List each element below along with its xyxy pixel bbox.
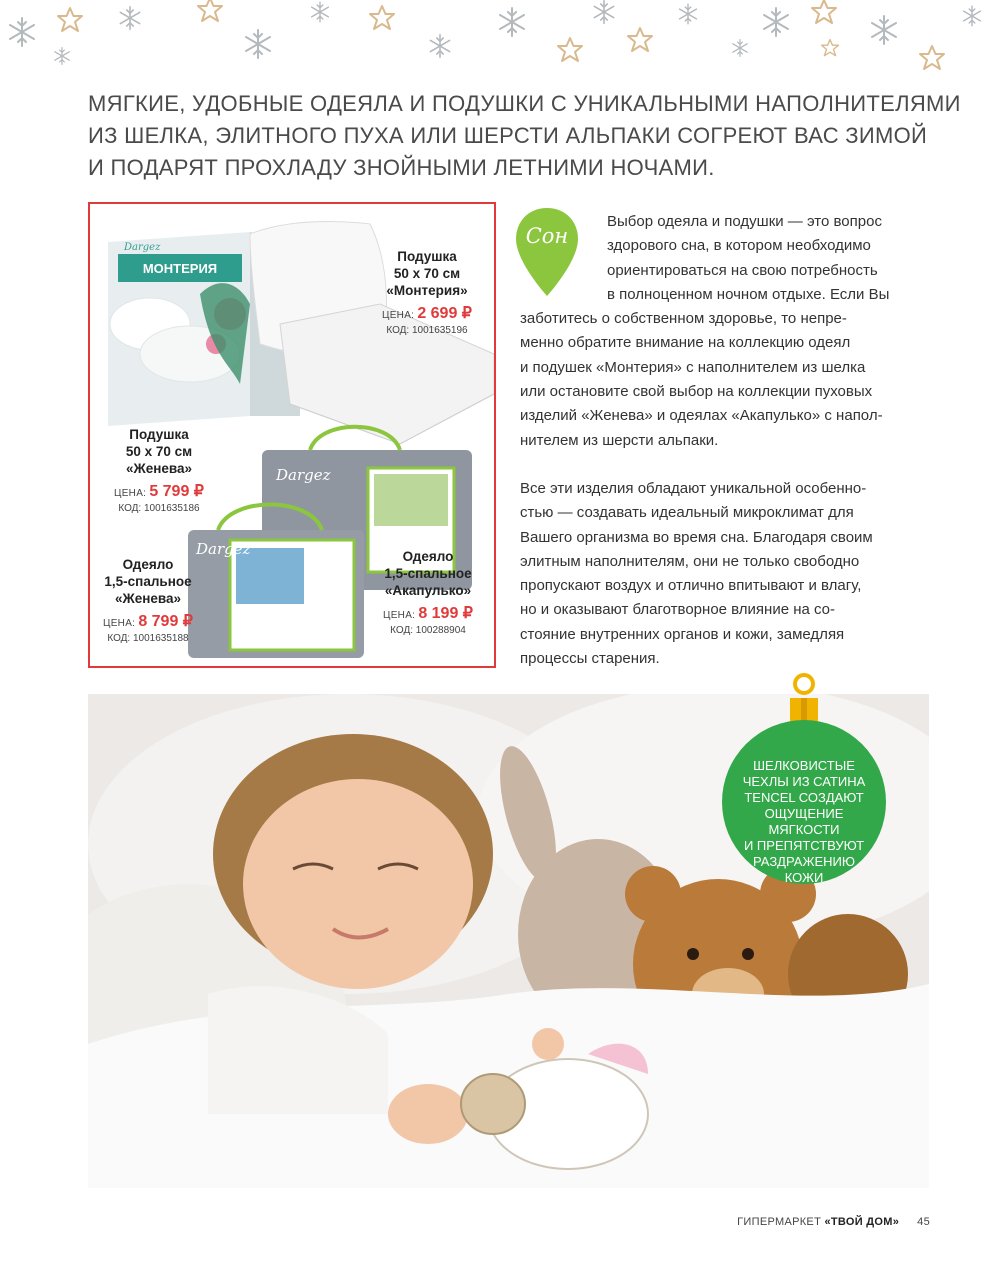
package-montery-label: МОНТЕРИЯ [142,261,218,276]
article-line: Выбор одеяла и подушки — это вопрос [607,213,882,230]
page-footer [737,1216,930,1228]
product-code: КОД: 1001635188 [107,633,189,644]
product-name-line: Подушка [129,427,189,442]
headline-line: ИЗ ШЕЛКА, ЭЛИТНОГО ПУХА ИЛИ ШЕРСТИ АЛЬПАКИ СОГРЕЮТ ВАС ЗИМОЙ [88,123,928,148]
price-label: ЦЕНА: [103,618,136,629]
ornament-line: TENCEL СОЗДАЮТ [744,790,864,805]
article-line: но и оказывают благотворное влияние на со- [520,601,836,619]
article-line: нителем из шерсти альпаки. [520,431,719,449]
product-name-line: «Женева» [125,461,193,476]
article-line: стояние внутренних органов и кожи, замедляя [520,625,845,643]
footer-prefix: ГИПЕРМАРКЕТ [737,1216,825,1228]
price-value: 2 699 ₽ [417,305,472,322]
product-name-line: Одеяло [402,549,454,564]
product-name-line: 50 х 70 см [125,444,193,459]
price-value: 8 799 ₽ [138,613,193,630]
headline [88,88,961,184]
article-line: процессы старения. [520,650,660,668]
product-card-geneva-pillow [94,426,224,514]
product-name-line: «Женева» [114,591,182,606]
product-name-line: 1,5-спальное [104,574,192,589]
article-body [520,210,930,671]
product-card-akapulko [370,548,486,636]
article-line: пропускают воздух и отлично впитывают и влагу, [520,577,862,595]
article-line: элитным наполнителям, они не только свободно [520,552,860,570]
headline-line: И ПОДАРЯТ ПРОХЛАДУ ЗНОЙНЫМИ ЛЕТНИМИ НОЧАМИ. [88,155,715,180]
product-code: КОД: 100288904 [390,625,466,636]
product-card-geneva-blanket [90,556,206,644]
headline-line: МЯГКИЕ, УДОБНЫЕ ОДЕЯЛА И ПОДУШКИ С УНИКАЛЬНЫМИ НАПОЛНИТЕЛЯМИ [88,91,961,116]
price-value: 5 799 ₽ [149,483,204,500]
footer-brand: «ТВОЙ ДОМ» [824,1216,900,1228]
article-line: менно обратите внимание на коллекцию одеял [520,334,851,352]
price-value: 8 199 ₽ [418,605,473,622]
article-line: ориентироваться на свою потребность [607,261,878,279]
winter-decoration-header [0,0,1000,80]
info-ornament [722,672,888,922]
product-showcase [88,202,496,668]
ornament-line: ОЩУЩЕНИЕ МЯГКОСТИ [764,806,844,837]
price-label: ЦЕНА: [114,488,147,499]
package-brand-label: Dargez [124,242,161,253]
article-line: Вашего организма во время сна. Благодаря своим [520,528,873,546]
article-line: заботитесь о собственном здоровье, то непре- [520,310,847,328]
product-name-line: Одеяло [122,557,174,572]
product-name-line: 1,5-спальное [384,566,472,581]
article-line: и подушек «Монтерия» с наполнителем из шелка [520,358,866,376]
price-label: ЦЕНА: [383,610,416,621]
article-line: здорового сна, в котором необходимо [607,237,871,255]
product-name-line: «Акапулько» [384,583,472,598]
star-icon [58,8,82,31]
product-code: КОД: 1001635196 [386,325,468,336]
product-name-line: «Монтерия» [386,283,468,298]
gift-bow-icon [780,672,828,724]
product-code: КОД: 1001635186 [118,503,200,514]
product-name-line: 50 х 70 см [393,266,461,281]
ornament-line: РАЗДРАЖЕНИЮ [753,854,855,869]
article-line: в полноценном ночном отдыхе. Если Вы [607,285,890,303]
ornament-text [728,758,880,886]
article-line: Все эти изделия обладают уникальной особенно- [520,479,867,497]
ornament-line: КОЖИ [784,870,824,885]
sleep-badge-text: Сон [525,224,569,248]
product-card-montery [362,248,492,336]
article-line: изделий «Женева» и одеялах «Акапулько» с напол- [520,407,883,425]
product-name-line: Подушка [397,249,457,264]
ornament-line: ЧЕХЛЫ ИЗ САТИНА [742,774,866,789]
article-line: стью — создавать идеальный микроклимат для [520,504,854,522]
price-label: ЦЕНА: [382,310,415,321]
ornament-line: И ПРЕПЯТСТВУЮТ [743,838,865,853]
page-number: 45 [917,1216,930,1228]
ornament-line: ШЕЛКОВИСТЫЕ [753,758,855,773]
package-brand-label-3: Dargez [196,540,251,558]
snowflake-icon [10,18,34,46]
article-line: или остановите свой выбор на коллекции пуховых [520,383,873,401]
package-brand-label-2: Dargez [276,466,331,484]
